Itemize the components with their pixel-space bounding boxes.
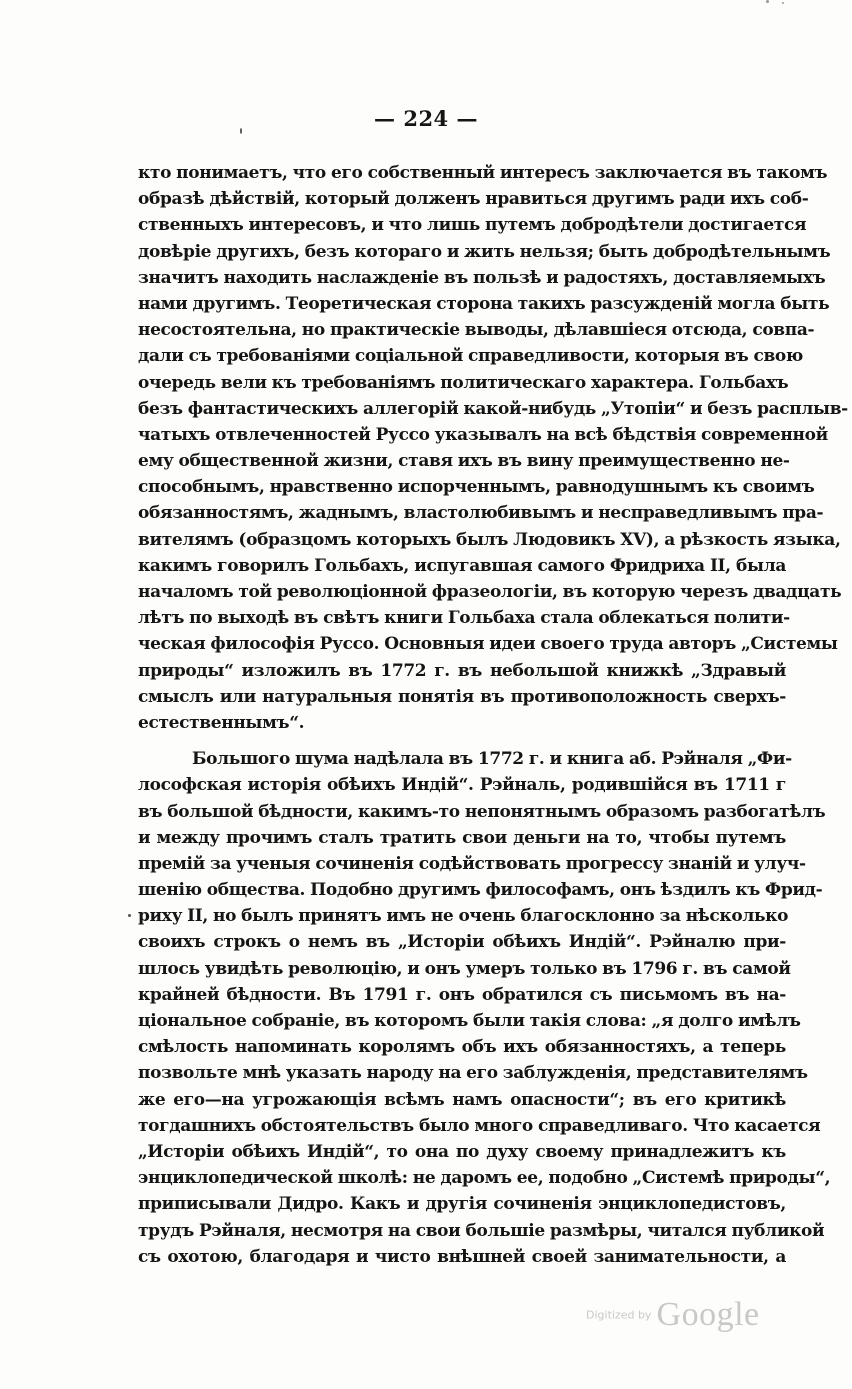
watermark-prefix: Digitized by: [586, 1308, 652, 1322]
digitized-watermark: [586, 1296, 760, 1334]
paragraph-gap: [138, 736, 786, 746]
text-line: и между прочимъ сталъ тратить свои деньги на то, чтобы путемъ: [138, 827, 786, 848]
scan-speck: [782, 2, 784, 4]
text-line: какимъ говорилъ Гольбахъ, испугавшая самого Фридриха II, была: [138, 555, 786, 576]
text-line: шенію общества. Подобно другимъ философамъ, онъ ѣздилъ къ Фрид-: [138, 880, 823, 901]
text-line: Большого шума надѣлала въ 1772 г. и книга аб. Рэйналя „Фи-: [192, 749, 792, 770]
text-line: значитъ находить наслажденіе въ пользѣ и радостяхъ, доставляемыхъ: [138, 267, 826, 288]
text-line: лософская исторія обѣихъ Индій“. Рэйналь, родившійся въ 1711 г: [138, 775, 786, 796]
paragraph: [138, 160, 848, 736]
text-line: довѣріе другихъ, безъ котораго и жить нельзя; быть добродѣтельнымъ: [138, 241, 831, 262]
text-line: дали съ требованіями соціальной справедливости, которыя въ свою: [138, 346, 804, 367]
text-line: очередь вели къ требованіямъ политическаго характера. Гольбахъ: [138, 372, 789, 393]
text-line: способнымъ, нравственно испорченнымъ, равнодушнымъ къ своимъ: [138, 477, 815, 498]
text-line: природы“ изложилъ въ 1772 г. въ небольшой книжкѣ „Здравый: [138, 660, 786, 681]
text-line: приписывали Дидро. Какъ и другія сочиненія энциклопедистовъ,: [138, 1194, 786, 1215]
body-text: [138, 160, 848, 1270]
text-line: ственныхъ интересовъ, и что лишь путемъ добродѣтели достигается: [138, 215, 807, 236]
text-line: безъ фантастическихъ аллегорій какой-нибудь „Утопіи“ и безъ расплыв-: [138, 398, 848, 419]
text-line: нами другимъ. Теоретическая сторона такихъ разсужденій могла быть: [138, 293, 830, 314]
text-line: „Исторіи обѣихъ Индій“, то она по духу своему принадлежитъ къ: [138, 1141, 786, 1162]
scan-speck: [128, 914, 131, 917]
text-line: премій за ученыя сочиненія содѣйствовать прогрессу знаній и улуч-: [138, 853, 806, 874]
paragraph: [138, 746, 831, 1270]
text-line: тогдашнихъ обстоятельствъ было много справедливаго. Что касается: [138, 1115, 821, 1136]
text-line: обязанностямъ, жаднымъ, властолюбивымъ и несправедливымъ пра-: [138, 503, 824, 524]
text-line: кто понимаетъ, что его собственный интересъ заключается въ такомъ: [138, 163, 828, 183]
text-line: вителямъ (образцомъ которыхъ былъ Людовикъ XV), а рѣзкость языка,: [138, 529, 841, 550]
text-line: несостоятельна, но практическіе выводы, дѣлавшіеся отсюда, совпа-: [138, 320, 815, 341]
scan-speck: [766, 0, 769, 3]
text-line: трудъ Рэйналя, несмотря на свои большіе размѣры, читался публикой: [138, 1220, 825, 1241]
text-line: смѣлость напоминать королямъ объ ихъ обязанностяхъ, а теперь: [138, 1037, 786, 1058]
text-line: ему общественной жизни, ставя ихъ въ вину преимущественно не-: [138, 451, 790, 472]
text-line: лѣтъ по выходѣ въ свѣтъ книги Гольбаха стала облекаться полити-: [138, 608, 790, 629]
watermark-brand: Google: [656, 1296, 760, 1333]
text-line: ціональное собраніе, въ которомъ были такія слова: „я долго имѣлъ: [138, 1011, 801, 1031]
text-line: позвольте мнѣ указать народу на его заблужденія, представителямъ: [138, 1063, 808, 1084]
text-line: же его—на угрожающія всѣмъ намъ опасности“; въ его критикѣ: [138, 1089, 786, 1110]
scan-speck: [240, 128, 242, 134]
text-line: съ охотою, благодаря и чисто внѣшней своей занимательности, а: [138, 1246, 786, 1267]
text-line: въ большой бѣдности, какимъ-то непонятнымъ образомъ разбогатѣлъ: [138, 801, 826, 822]
text-line: смыслъ или натуральныя понятія въ противоположность сверхъ-: [138, 686, 786, 707]
text-line: крайней бѣдности. Въ 1791 г. онъ обратился съ письмомъ въ на-: [138, 984, 786, 1005]
text-line: шлось увидѣть революцію, и онъ умеръ только въ 1796 г. въ самой: [138, 958, 791, 979]
text-line: началомъ той революціонной фразеологіи, въ которую черезъ двадцать: [138, 582, 842, 602]
text-line: риху II, но былъ принятъ имъ не очень благосклонно за нѣсколько: [138, 906, 789, 927]
text-line: естественнымъ“.: [138, 712, 305, 733]
text-line: ческая философія Руссо. Основныя идеи своего труда авторъ „Системы: [138, 634, 838, 655]
text-line: своихъ строкъ о немъ въ „Исторіи обѣихъ Индій“. Рэйналю при-: [138, 932, 786, 953]
text-line: чатыхъ отвлеченностей Руссо указывалъ на всѣ бѣдствія современной: [138, 424, 828, 445]
text-line: энциклопедической школѣ: не даромъ ее, подобно „Системѣ природы“,: [138, 1168, 831, 1189]
page-number: — 224 —: [374, 106, 478, 131]
text-line: образѣ дѣйствій, который долженъ нравиться другимъ ради ихъ соб-: [138, 189, 809, 210]
